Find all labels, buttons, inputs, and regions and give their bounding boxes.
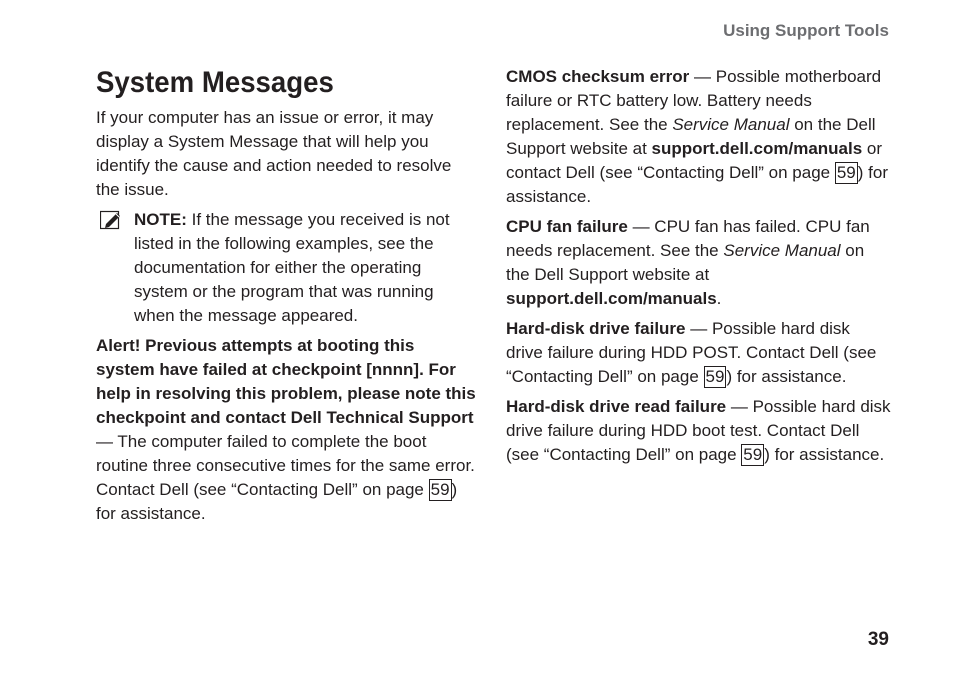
cpu-fan-desc-2: on the Dell Support website at	[506, 241, 865, 284]
hdd-failure-desc: — Possible hard disk drive failure during HDD POST. Contact Dell (see “Contacting Dell” on page	[506, 319, 877, 386]
service-manual-title: Service Manual	[672, 115, 790, 134]
page-title: System Messages	[96, 66, 334, 99]
cmos-error-desc-2: on the Dell Support website at	[506, 115, 876, 158]
left-column	[96, 64, 476, 532]
alert-message-entry	[96, 334, 476, 526]
support-url: support.dell.com/manuals	[651, 139, 863, 158]
hdd-failure-entry	[506, 317, 891, 389]
alert-message-end: ) for assistance.	[96, 480, 458, 523]
cpu-fan-end: .	[716, 289, 722, 308]
hdd-read-failure-entry	[506, 395, 891, 467]
section-header: Using Support Tools	[723, 21, 889, 40]
support-url: support.dell.com/manuals	[506, 289, 717, 308]
alert-message-desc: — The computer failed to complete the boot routine three consecutive times for the same error. Contact Dell (see “Contacting Dell” on page	[96, 432, 475, 499]
hdd-read-failure-desc: — Possible hard disk drive failure during HDD boot test. Contact Dell (see “Contacting Dell” on page	[506, 397, 891, 464]
cpu-fan-entry	[506, 215, 891, 311]
note-label: NOTE:	[134, 210, 187, 229]
hdd-read-failure-end: ) for assistance.	[764, 445, 885, 464]
hdd-failure-end: ) for assistance.	[726, 367, 847, 386]
cmos-error-desc: — Possible motherboard failure or RTC battery low. Battery needs replacement. See the	[506, 67, 882, 134]
cmos-error-entry	[506, 65, 891, 209]
cmos-error-term: CMOS checksum error	[506, 67, 690, 86]
right-column	[506, 65, 891, 473]
intro-paragraph: If your computer has an issue or error, it may display a System Message that will help you identify the cause and action needed to resolve the issue.	[96, 108, 452, 199]
hdd-failure-term: Hard-disk drive failure	[506, 319, 686, 338]
page-number: 39	[867, 629, 889, 650]
note-text: If the message you received is not listed in the following examples, see the documentation for either the operating system or the program that was running when the message appeared.	[134, 210, 450, 325]
pencil-note-icon	[100, 210, 122, 230]
cmos-error-desc-3: or contact Dell (see “Contacting Dell” on page	[506, 139, 883, 182]
cmos-error-end: ) for assistance.	[506, 163, 888, 206]
alert-message-term: Alert! Previous attempts at booting this system have failed at checkpoint [nnnn]. For help in resolving this problem, please note this checkpoint and contact Dell Technical Support	[96, 336, 476, 427]
cpu-fan-desc: — CPU fan has failed. CPU fan needs replacement. See the	[506, 217, 870, 260]
hdd-read-failure-term: Hard-disk drive read failure	[506, 397, 727, 416]
page-link-59[interactable]: 59	[430, 480, 450, 499]
service-manual-title: Service Manual	[723, 241, 841, 260]
page-link-59[interactable]: 59	[743, 445, 763, 464]
page-link-59[interactable]: 59	[705, 367, 725, 386]
note-block	[96, 208, 476, 328]
page-link-59[interactable]: 59	[836, 163, 856, 182]
cpu-fan-term: CPU fan failure	[506, 217, 628, 236]
